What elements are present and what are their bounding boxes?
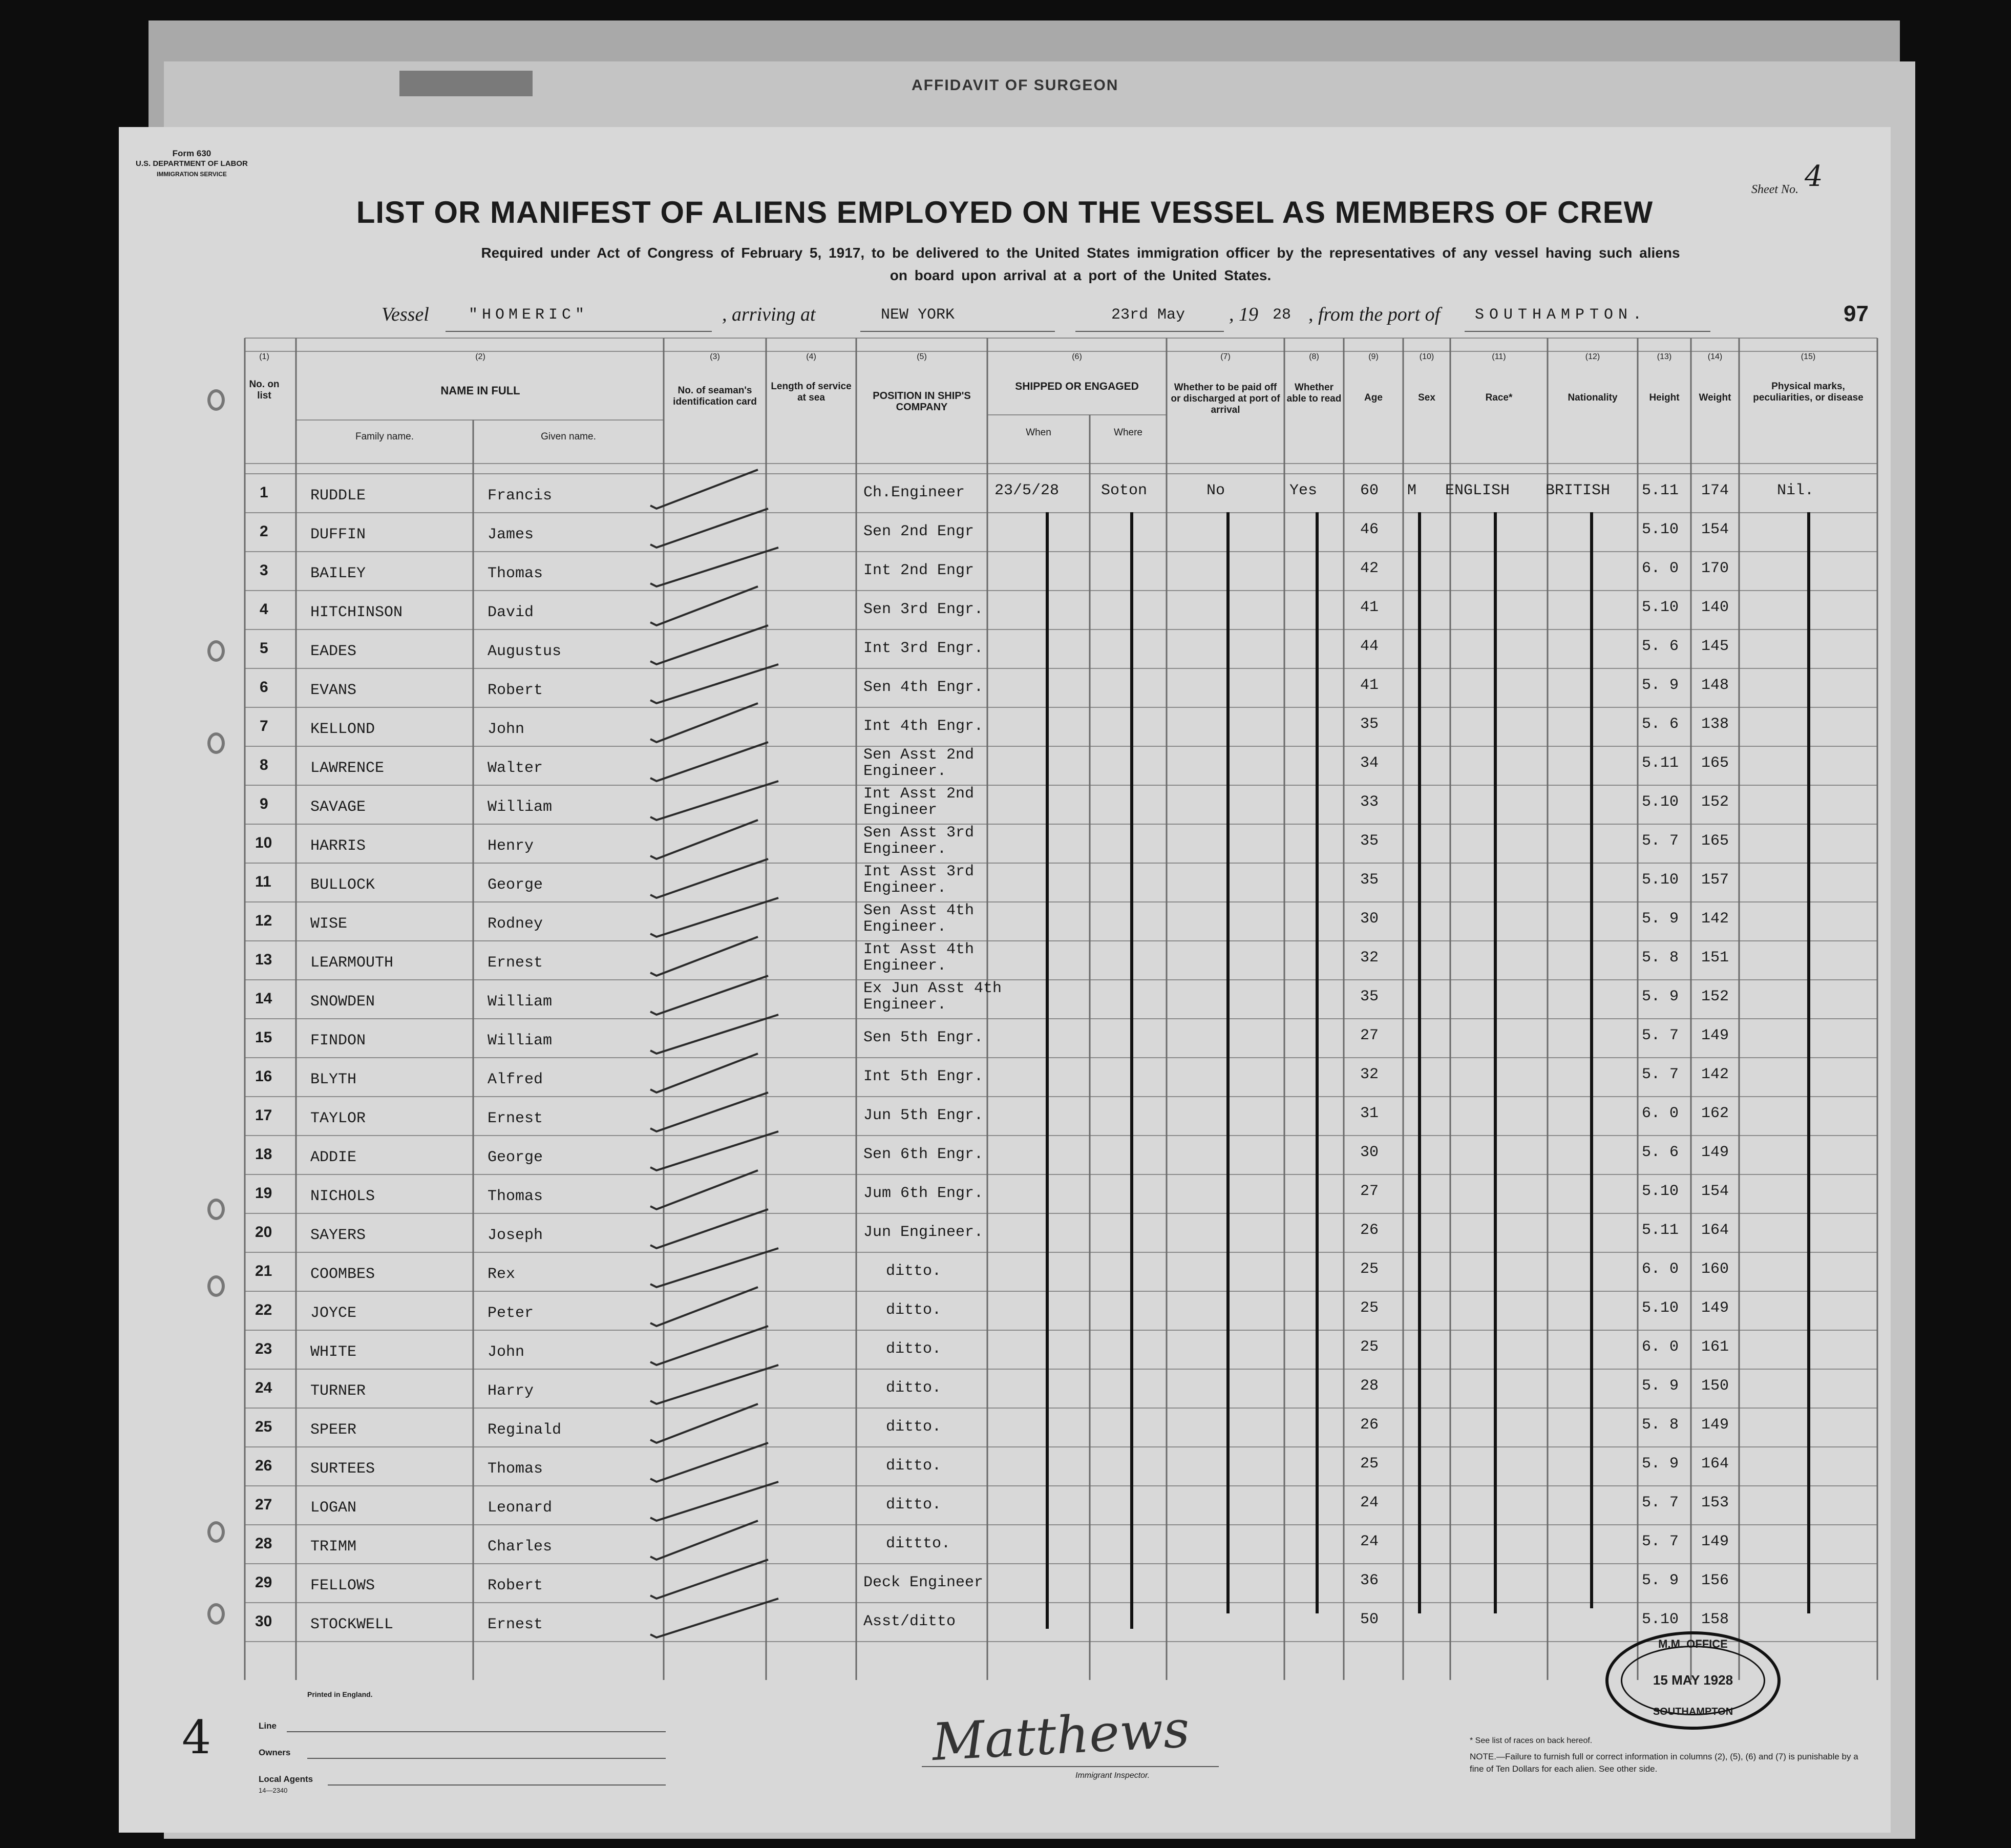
weight: 164 xyxy=(1701,1455,1729,1473)
col-num-9: (9) xyxy=(1368,352,1379,361)
shipped-where: Soton xyxy=(1101,482,1148,499)
sheet-no-value: 4 xyxy=(1804,160,1823,193)
family-name: BULLOCK xyxy=(310,876,375,894)
stamp-bottom: SOUTHAMPTON xyxy=(1653,1706,1733,1717)
given-name: James xyxy=(488,526,534,543)
position: ditto. xyxy=(886,1418,942,1436)
height: 5. 7 xyxy=(1642,1066,1679,1083)
physical-marks: Nil. xyxy=(1777,482,1814,499)
weight: 157 xyxy=(1701,871,1729,889)
row-number: 4 xyxy=(260,601,268,618)
position: Sen 4th Engr. xyxy=(863,679,984,696)
age: 35 xyxy=(1360,871,1379,889)
given-name: Henry xyxy=(488,837,534,855)
family-name: NICHOLS xyxy=(310,1188,375,1205)
height: 5. 9 xyxy=(1642,1377,1679,1395)
arrival-year: 28 xyxy=(1273,306,1292,324)
age: 31 xyxy=(1360,1105,1379,1122)
weight: 149 xyxy=(1701,1027,1729,1044)
height: 5.10 xyxy=(1642,1299,1679,1317)
height: 5. 9 xyxy=(1642,988,1679,1005)
weight: 145 xyxy=(1701,638,1729,655)
age: 33 xyxy=(1360,793,1379,811)
given-name: Robert xyxy=(488,1577,543,1594)
given-name: Alfred xyxy=(488,1071,543,1088)
family-name: HARRIS xyxy=(310,837,366,855)
position: ditto. xyxy=(886,1379,942,1397)
weight: 152 xyxy=(1701,793,1729,811)
weight: 154 xyxy=(1701,1183,1729,1200)
family-name: ADDIE xyxy=(310,1149,357,1166)
age: 35 xyxy=(1360,716,1379,733)
given-name: Francis xyxy=(488,487,553,505)
position: Ch.Engineer xyxy=(863,484,965,501)
header-length-of-service: Length of service at sea xyxy=(771,381,852,403)
row-number: 26 xyxy=(255,1457,272,1474)
position: Int 2nd Engr xyxy=(863,562,975,579)
row-number: 20 xyxy=(255,1224,272,1241)
position: ditto. xyxy=(886,1263,942,1280)
footer-rule xyxy=(328,1784,666,1786)
family-name: WISE xyxy=(310,915,348,933)
sex: M xyxy=(1407,482,1417,499)
col-num-8: (8) xyxy=(1309,352,1319,361)
height: 5.11 xyxy=(1642,754,1679,772)
height: 5.10 xyxy=(1642,793,1679,811)
position: ditto. xyxy=(886,1457,942,1475)
header-shipped-engaged: SHIPPED OR ENGAGED xyxy=(1015,381,1139,392)
age: 24 xyxy=(1360,1494,1379,1511)
stamp-date: 15 MAY 1928 xyxy=(1653,1672,1733,1688)
given-name: Rex xyxy=(488,1266,516,1283)
row-number: 12 xyxy=(255,912,272,929)
row-number: 7 xyxy=(260,718,268,734)
height: 5.10 xyxy=(1642,599,1679,616)
row-number: 9 xyxy=(260,795,268,812)
stamp-top: M.M. OFFICE xyxy=(1658,1637,1728,1650)
weight: 158 xyxy=(1701,1611,1729,1628)
given-name: John xyxy=(488,721,525,738)
local-agents-label: Local Agents xyxy=(259,1774,313,1784)
family-name: SNOWDEN xyxy=(310,993,375,1011)
age: 25 xyxy=(1360,1338,1379,1356)
position: Int 4th Engr. xyxy=(863,718,984,735)
weight: 142 xyxy=(1701,1066,1729,1083)
age: 32 xyxy=(1360,1066,1379,1083)
header-no-on-list: No. on list xyxy=(249,379,280,401)
race: ENGLISH xyxy=(1445,482,1510,499)
paid-off: No xyxy=(1206,482,1225,499)
weight: 174 xyxy=(1701,482,1729,499)
mm-office-stamp xyxy=(1605,1631,1781,1730)
height: 5. 7 xyxy=(1642,1494,1679,1511)
row-number: 2 xyxy=(260,523,268,540)
weight: 149 xyxy=(1701,1144,1729,1161)
col-num-11: (11) xyxy=(1492,352,1506,361)
position: ditto. xyxy=(886,1496,942,1514)
height: 5. 6 xyxy=(1642,716,1679,733)
header-physical-marks: Physical marks, peculiarities, or disease xyxy=(1753,381,1864,403)
given-name: Thomas xyxy=(488,1460,543,1478)
height: 5.10 xyxy=(1642,1183,1679,1200)
row-number: 11 xyxy=(255,873,271,890)
position: ditto. xyxy=(886,1301,942,1319)
age: 35 xyxy=(1360,832,1379,850)
position-continued: Engineer. xyxy=(863,879,947,897)
position: Sen Asst 2nd xyxy=(863,746,975,764)
weight: 165 xyxy=(1701,832,1729,850)
page-number: 97 xyxy=(1844,301,1869,326)
row-number: 8 xyxy=(260,757,268,773)
age: 27 xyxy=(1360,1027,1379,1044)
height: 6. 0 xyxy=(1642,1261,1679,1278)
family-name: KELLOND xyxy=(310,721,375,738)
given-name: John xyxy=(488,1343,525,1361)
height: 5. 9 xyxy=(1642,1455,1679,1473)
weight: 149 xyxy=(1701,1533,1729,1550)
age: 25 xyxy=(1360,1261,1379,1278)
row-number: 3 xyxy=(260,562,268,579)
weight: 154 xyxy=(1701,521,1729,538)
position-continued: Engineer. xyxy=(863,957,947,975)
header-position: POSITION IN SHIP'S COMPANY xyxy=(873,390,971,413)
age: 46 xyxy=(1360,521,1379,538)
weight: 170 xyxy=(1701,560,1729,577)
subtitle-line-2: on board upon arrival at a port of the United States. xyxy=(890,267,1272,283)
header-weight: Weight xyxy=(1699,392,1731,403)
age: 41 xyxy=(1360,599,1379,616)
col-num-12: (12) xyxy=(1585,352,1600,361)
given-name: Charles xyxy=(488,1538,553,1556)
age: 34 xyxy=(1360,754,1379,772)
header-age: Age xyxy=(1364,392,1383,403)
family-name: LEARMOUTH xyxy=(310,954,394,972)
col-num-4: (4) xyxy=(806,352,816,361)
header-family-name: Family name. xyxy=(355,431,414,442)
age: 32 xyxy=(1360,949,1379,967)
affidavit-heading: AFFIDAVIT OF SURGEON xyxy=(912,77,1119,94)
handwritten-page-four: 4 xyxy=(182,1711,211,1765)
header-nationality: Nationality xyxy=(1568,392,1618,403)
given-name: Robert xyxy=(488,682,543,699)
position: Sen 5th Engr. xyxy=(863,1029,984,1046)
position: Ex Jun Asst 4th xyxy=(863,980,1002,997)
weight: 162 xyxy=(1701,1105,1729,1122)
header-paid-off: Whether to be paid off or discharged at port of arrival xyxy=(1171,382,1280,415)
weight: 164 xyxy=(1701,1222,1729,1239)
position: Int Asst 2nd xyxy=(863,785,975,803)
weight: 140 xyxy=(1701,599,1729,616)
age: 26 xyxy=(1360,1222,1379,1239)
family-name: LAWRENCE xyxy=(310,760,385,777)
height: 5. 9 xyxy=(1642,677,1679,694)
age: 35 xyxy=(1360,988,1379,1005)
age: 50 xyxy=(1360,1611,1379,1628)
given-name: Joseph xyxy=(488,1227,543,1244)
row-number: 29 xyxy=(255,1574,272,1591)
header-able-to-read: Whether able to read xyxy=(1286,382,1342,404)
nationality: BRITISH xyxy=(1546,482,1611,499)
height: 5.11 xyxy=(1642,482,1679,499)
form-code: 14—2340 xyxy=(259,1787,288,1794)
given-name: David xyxy=(488,604,534,621)
penalty-note: NOTE.—Failure to furnish full or correct information in columns (2), (5), (6) and (7) is punishable by a fine of Ten Dollars for each alien. See other side. xyxy=(1470,1752,1858,1774)
family-name: BAILEY xyxy=(310,565,366,582)
given-name: Leonard xyxy=(488,1499,553,1517)
position: Jum 6th Engr. xyxy=(863,1185,984,1202)
header-sex: Sex xyxy=(1418,392,1435,403)
year-label: , 19 xyxy=(1229,304,1258,325)
department: U.S. DEPARTMENT OF LABOR xyxy=(136,159,248,168)
position: Asst/ditto xyxy=(863,1613,956,1630)
col-num-7: (7) xyxy=(1220,352,1231,361)
weight: 152 xyxy=(1701,988,1729,1005)
row-number: 24 xyxy=(255,1379,272,1396)
height: 5. 6 xyxy=(1642,638,1679,655)
family-name: FINDON xyxy=(310,1032,366,1049)
weight: 150 xyxy=(1701,1377,1729,1395)
age: 26 xyxy=(1360,1416,1379,1434)
given-name: Walter xyxy=(488,760,543,777)
header-when: When xyxy=(1026,427,1051,438)
row-number: 19 xyxy=(255,1185,272,1202)
given-name: Peter xyxy=(488,1305,534,1322)
family-name: SAYERS xyxy=(310,1227,366,1244)
position: Sen 2nd Engr xyxy=(863,523,975,540)
age: 24 xyxy=(1360,1533,1379,1550)
position: Sen 6th Engr. xyxy=(863,1146,984,1163)
weight: 153 xyxy=(1701,1494,1729,1511)
given-name: George xyxy=(488,1149,543,1166)
height: 5. 6 xyxy=(1642,1144,1679,1161)
weight: 156 xyxy=(1701,1572,1729,1589)
height: 6. 0 xyxy=(1642,1105,1679,1122)
height: 5. 9 xyxy=(1642,1572,1679,1589)
races-note: * See list of races on back hereof. xyxy=(1470,1736,1593,1745)
position: Jun 5th Engr. xyxy=(863,1107,984,1124)
position-continued: Engineer. xyxy=(863,841,947,858)
position-continued: Engineer xyxy=(863,802,938,819)
position: dittto. xyxy=(886,1535,951,1552)
height: 6. 0 xyxy=(1642,1338,1679,1356)
header-name-in-full: NAME IN FULL xyxy=(440,384,520,397)
row-number: 10 xyxy=(255,834,272,851)
row-number: 13 xyxy=(255,951,272,968)
header-id-card: No. of seaman's identification card xyxy=(673,385,757,407)
position: Int 3rd Engr. xyxy=(863,640,984,657)
family-name: TURNER xyxy=(310,1382,366,1400)
age: 30 xyxy=(1360,1144,1379,1161)
col-num-1: (1) xyxy=(259,352,269,361)
row-number: 17 xyxy=(255,1107,272,1124)
height: 5. 7 xyxy=(1642,1027,1679,1044)
row-number: 23 xyxy=(255,1340,272,1357)
height: 5.10 xyxy=(1642,521,1679,538)
row-number: 16 xyxy=(255,1068,272,1085)
weight: 138 xyxy=(1701,716,1729,733)
family-name: TRIMM xyxy=(310,1538,357,1556)
col-num-5: (5) xyxy=(917,352,927,361)
weight: 148 xyxy=(1701,677,1729,694)
position: Sen Asst 3rd xyxy=(863,824,975,842)
weight: 165 xyxy=(1701,754,1729,772)
weight: 160 xyxy=(1701,1261,1729,1278)
col-num-3: (3) xyxy=(710,352,720,361)
footer-rule xyxy=(307,1758,666,1759)
able-to-read: Yes xyxy=(1289,482,1318,499)
position-continued: Engineer. xyxy=(863,918,947,936)
given-name: George xyxy=(488,876,543,894)
family-name: STOCKWELL xyxy=(310,1616,394,1633)
age: 44 xyxy=(1360,638,1379,655)
col-num-6: (6) xyxy=(1072,352,1082,361)
page-title: LIST OR MANIFEST OF ALIENS EMPLOYED ON THE VESSEL AS MEMBERS OF CREW xyxy=(356,195,1654,229)
family-name: FELLOWS xyxy=(310,1577,375,1594)
weight: 149 xyxy=(1701,1299,1729,1317)
position-continued: Engineer. xyxy=(863,763,947,780)
header-where: Where xyxy=(1114,427,1142,438)
position: Int 5th Engr. xyxy=(863,1068,984,1085)
height: 5.10 xyxy=(1642,871,1679,889)
vessel-label: Vessel xyxy=(382,304,429,325)
family-name: TAYLOR xyxy=(310,1110,366,1127)
inspector-signature: Matthews xyxy=(930,1698,1191,1773)
line-label: Line xyxy=(259,1721,277,1731)
from-port-label: , from the port of xyxy=(1308,304,1441,325)
age: 25 xyxy=(1360,1299,1379,1317)
given-name: Reginald xyxy=(488,1421,562,1439)
given-name: William xyxy=(488,799,553,816)
given-name: Thomas xyxy=(488,565,543,582)
row-number: 30 xyxy=(255,1613,272,1630)
position: Sen 3rd Engr. xyxy=(863,601,984,618)
row-number: 22 xyxy=(255,1301,272,1318)
age: 27 xyxy=(1360,1183,1379,1200)
service: IMMIGRATION SERVICE xyxy=(156,171,227,178)
family-name: EADES xyxy=(310,643,357,660)
family-name: SAVAGE xyxy=(310,799,366,816)
family-name: LOGAN xyxy=(310,1499,357,1517)
family-name: DUFFIN xyxy=(310,526,366,543)
given-name: Augustus xyxy=(488,643,562,660)
header-given-name: Given name. xyxy=(541,431,596,442)
inspector-label: Immigrant Inspector. xyxy=(1075,1771,1150,1780)
position: Jun Engineer. xyxy=(863,1224,984,1241)
family-name: COOMBES xyxy=(310,1266,375,1283)
col-num-2: (2) xyxy=(475,352,485,361)
height: 5. 8 xyxy=(1642,949,1679,967)
height: 6. 0 xyxy=(1642,560,1679,577)
family-name: WHITE xyxy=(310,1343,357,1361)
vessel-name: "HOMERIC" xyxy=(469,306,589,324)
col-num-14: (14) xyxy=(1707,352,1723,361)
position: ditto. xyxy=(886,1340,942,1358)
col-num-13: (13) xyxy=(1657,352,1672,361)
weight: 151 xyxy=(1701,949,1729,967)
family-name: BLYTH xyxy=(310,1071,357,1088)
row-number: 1 xyxy=(260,484,268,501)
arrival-date: 23rd May xyxy=(1111,306,1186,324)
row-number: 5 xyxy=(260,640,268,657)
age: 60 xyxy=(1360,482,1379,499)
age: 28 xyxy=(1360,1377,1379,1395)
row-number: 18 xyxy=(255,1146,272,1163)
shipped-when: 23/5/28 xyxy=(994,482,1060,499)
signature-line xyxy=(922,1766,1219,1767)
col-num-10: (10) xyxy=(1419,352,1434,361)
position: Int Asst 3rd xyxy=(863,863,975,880)
form-number: Form 630 xyxy=(172,149,211,158)
family-name: EVANS xyxy=(310,682,357,699)
position: Sen Asst 4th xyxy=(863,902,975,919)
given-name: Ernest xyxy=(488,1110,543,1127)
family-name: SURTEES xyxy=(310,1460,375,1478)
row-number: 15 xyxy=(255,1029,272,1046)
header-height: Height xyxy=(1649,392,1680,403)
height: 5. 7 xyxy=(1642,832,1679,850)
position: Int Asst 4th xyxy=(863,941,975,958)
age: 42 xyxy=(1360,560,1379,577)
arriving-label: , arriving at xyxy=(722,304,816,325)
age: 41 xyxy=(1360,677,1379,694)
row-number: 27 xyxy=(255,1496,272,1513)
sheet-no-label: Sheet No. xyxy=(1751,183,1798,196)
position: Deck Engineer xyxy=(863,1574,984,1591)
row-number: 25 xyxy=(255,1418,272,1435)
given-name: William xyxy=(488,993,553,1011)
height: 5.10 xyxy=(1642,1611,1679,1628)
family-name: HITCHINSON xyxy=(310,604,403,621)
family-name: RUDDLE xyxy=(310,487,366,505)
age: 25 xyxy=(1360,1455,1379,1473)
height: 5.11 xyxy=(1642,1222,1679,1239)
given-name: Rodney xyxy=(488,915,543,933)
header-race: Race* xyxy=(1485,392,1513,403)
row-number: 14 xyxy=(255,990,272,1007)
position-continued: Engineer. xyxy=(863,996,947,1014)
weight: 149 xyxy=(1701,1416,1729,1434)
footer-rule xyxy=(287,1731,666,1732)
subtitle-line-1: Required under Act of Congress of February 5, 1917, to be delivered to the United States immigration officer by the representatives of any vessel having such aliens xyxy=(481,245,1680,261)
col-num-15: (15) xyxy=(1801,352,1816,361)
family-name: SPEER xyxy=(310,1421,357,1439)
row-number: 6 xyxy=(260,679,268,696)
row-number: 28 xyxy=(255,1535,272,1552)
given-name: Thomas xyxy=(488,1188,543,1205)
arriving-port: NEW YORK xyxy=(881,306,955,324)
owners-label: Owners xyxy=(259,1748,291,1757)
given-name: William xyxy=(488,1032,553,1049)
height: 5. 8 xyxy=(1642,1416,1679,1434)
given-name: Ernest xyxy=(488,954,543,972)
row-number: 21 xyxy=(255,1263,272,1279)
given-name: Ernest xyxy=(488,1616,543,1633)
age: 36 xyxy=(1360,1572,1379,1589)
from-port: SOUTHAMPTON. xyxy=(1475,306,1647,324)
weight: 142 xyxy=(1701,910,1729,928)
height: 5. 7 xyxy=(1642,1533,1679,1550)
height: 5. 9 xyxy=(1642,910,1679,928)
weight: 161 xyxy=(1701,1338,1729,1356)
age: 30 xyxy=(1360,910,1379,928)
family-name: JOYCE xyxy=(310,1305,357,1322)
given-name: Harry xyxy=(488,1382,534,1400)
printed-note: Printed in England. xyxy=(307,1690,373,1698)
